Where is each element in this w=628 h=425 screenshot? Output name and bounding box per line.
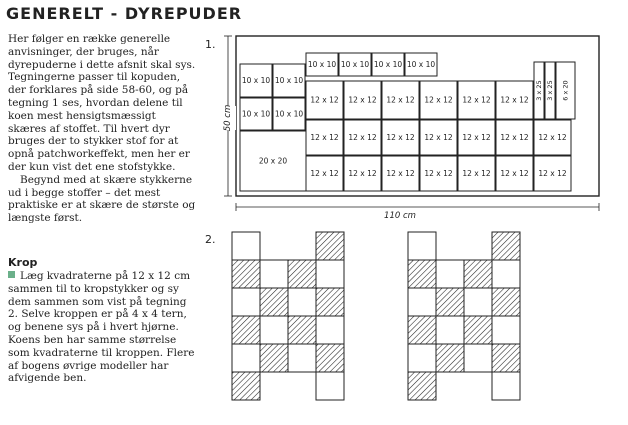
body-piece-right-cell-r4-c4 (492, 316, 520, 344)
left-square-2-label: 10 x 10 (274, 76, 304, 85)
body-piece-left-cell-r2-c1 (232, 260, 260, 288)
section-body-text: Læg kvadraterne på 12 x 12 cm sammen til to kropstykker og sy dem sammen som vist på tegning 2. Selve kroppen er på 4 x 4 tern, og benene sys på i hvert hjørne. Koens ben har samme størrelse som kvadraterne til kroppen. Flere af bogens øvrige modeller har afvigende ben. (8, 270, 195, 385)
body-piece-left-cell-r4-c4 (316, 316, 344, 344)
grid-square-r2-c3-label: 12 x 12 (386, 133, 415, 142)
body-piece-right-cell-r4-c3 (464, 316, 492, 344)
grid-square-r3-c1-label: 12 x 12 (310, 169, 339, 178)
grid-square-r3-c4-label: 12 x 12 (424, 169, 453, 178)
body-piece-right-cell-r1-c1 (408, 232, 436, 260)
body-piece-left-cell-r4-c3 (288, 316, 316, 344)
grid-square-r1-c3-label: 12 x 12 (386, 95, 415, 105)
intro-paragraph-1: Her følger en række generelle anvisninger, der bruges, når dyrepuderne i dette afsnit skal sys. Tegningerne passer til kopuden, der forklares på side 58-60, og på tegning 1 ses, hvordan delene til koen mest hensigtsmæssigt skæres af stoffet. Til hvert dyr bruges der to stykker stof for at opnå patchworkeffekt, men her er der kun vist det ene stofstykke. (8, 33, 196, 173)
grid-square-r2-c4-label: 12 x 12 (424, 133, 453, 142)
body-piece-right-cell-r2-c3 (464, 260, 492, 288)
body-piece-right-cell-r5-c4 (492, 344, 520, 372)
strip-1-label: 3 x 25 (535, 80, 543, 101)
diagram-2-number: 2. (205, 233, 216, 246)
body-piece-left-cell-r5-c3 (288, 344, 316, 372)
grid-square-r1-c2-label: 12 x 12 (348, 95, 377, 105)
body-piece-left-cell-r4-c2 (260, 316, 288, 344)
body-piece-left-cell-r3-c4 (316, 288, 344, 316)
body-piece-left-cell-r3-c3 (288, 288, 316, 316)
body-piece-right-cell-r6-c4 (492, 372, 520, 400)
body-piece-left-cell-r5-c1 (232, 344, 260, 372)
strip-2-label: 3 x 25 (546, 80, 554, 101)
height-label: 50 cm (223, 104, 233, 132)
page-title: GENERELT - DYREPUDER (6, 4, 243, 23)
section-heading-krop: Krop (8, 256, 38, 269)
grid-square-r1-c6-label: 12 x 12 (500, 95, 529, 105)
body-piece-left-cell-r4-c1 (232, 316, 260, 344)
cutting-layout-diagram (220, 36, 599, 221)
small-square-2-label: 10 x 10 (340, 60, 370, 69)
body-piece-left-cell-r5-c2 (260, 344, 288, 372)
body-piece-right-cell-r4-c1 (408, 316, 436, 344)
body-piece-right-cell-r5-c2 (436, 344, 464, 372)
small-square-4-label: 10 x 10 (406, 60, 436, 69)
body-piece-left-cell-r6-c1 (232, 372, 260, 400)
body-piece-right-cell-r3-c3 (464, 288, 492, 316)
intro-paragraph-2: Begynd med at skære stykkerne ud i begge stoffer – det mest praktiske er at skære de største og længste først. (8, 173, 196, 225)
body-piece-right-cell-r5-c3 (464, 344, 492, 372)
body-piece-right-cell-r3-c2 (436, 288, 464, 316)
body-piece-right-cell-r6-c1 (408, 372, 436, 400)
width-label: 110 cm (384, 211, 416, 221)
big-square-label: 20 x 20 (258, 156, 288, 166)
body-piece-left-cell-r6-c4 (316, 372, 344, 400)
small-square-3-label: 10 x 10 (373, 60, 403, 69)
body-piece-right-cell-r2-c4 (492, 260, 520, 288)
left-square-3-label: 10 x 10 (241, 109, 271, 119)
small-square-1-label: 10 x 10 (307, 60, 337, 69)
left-square-4-label: 10 x 10 (274, 109, 304, 119)
body-assembly-diagram (232, 232, 520, 400)
body-piece-left-cell-r5-c4 (316, 344, 344, 372)
body-piece-left-cell-r3-c2 (260, 288, 288, 316)
body-piece-left-cell-r2-c4 (316, 260, 344, 288)
grid-square-r3-c2-label: 12 x 12 (348, 169, 377, 178)
grid-square-r3-c6-label: 12 x 12 (500, 169, 529, 178)
left-square-1-label: 10 x 10 (241, 76, 271, 85)
body-piece-right-cell-r4-c2 (436, 316, 464, 344)
grid-square-r1-c5-label: 12 x 12 (462, 95, 491, 105)
body-piece-right-cell-r5-c1 (408, 344, 436, 372)
body-piece-left-cell-r1-c1 (232, 232, 260, 260)
body-piece-right-cell-r2-c2 (436, 260, 464, 288)
body-piece-left-cell-r2-c3 (288, 260, 316, 288)
grid-square-r2-c5-label: 12 x 12 (462, 133, 491, 142)
grid-square-r2-c7-label: 12 x 12 (538, 133, 567, 142)
body-piece-right-cell-r1-c4 (492, 232, 520, 260)
body-piece-right-cell-r3-c4 (492, 288, 520, 316)
grid-square-r2-c2-label: 12 x 12 (348, 133, 377, 142)
grid-square-r3-c7-label: 12 x 12 (538, 169, 567, 178)
strip-3-label: 6 x 20 (561, 80, 570, 101)
body-piece-left-cell-r1-c4 (316, 232, 344, 260)
grid-square-r2-c1-label: 12 x 12 (310, 133, 339, 142)
diagram-1-number: 1. (205, 38, 216, 51)
grid-square-r3-c5-label: 12 x 12 (462, 169, 491, 178)
grid-square-r3-c3-label: 12 x 12 (386, 169, 415, 178)
body-piece-right-cell-r2-c1 (408, 260, 436, 288)
body-piece-right-cell-r3-c1 (408, 288, 436, 316)
grid-square-r1-c4-label: 12 x 12 (424, 95, 453, 105)
body-piece-left-cell-r2-c2 (260, 260, 288, 288)
grid-square-r2-c6-label: 12 x 12 (500, 133, 529, 142)
grid-square-r1-c1-label: 12 x 12 (310, 95, 339, 105)
body-piece-left-cell-r3-c1 (232, 288, 260, 316)
